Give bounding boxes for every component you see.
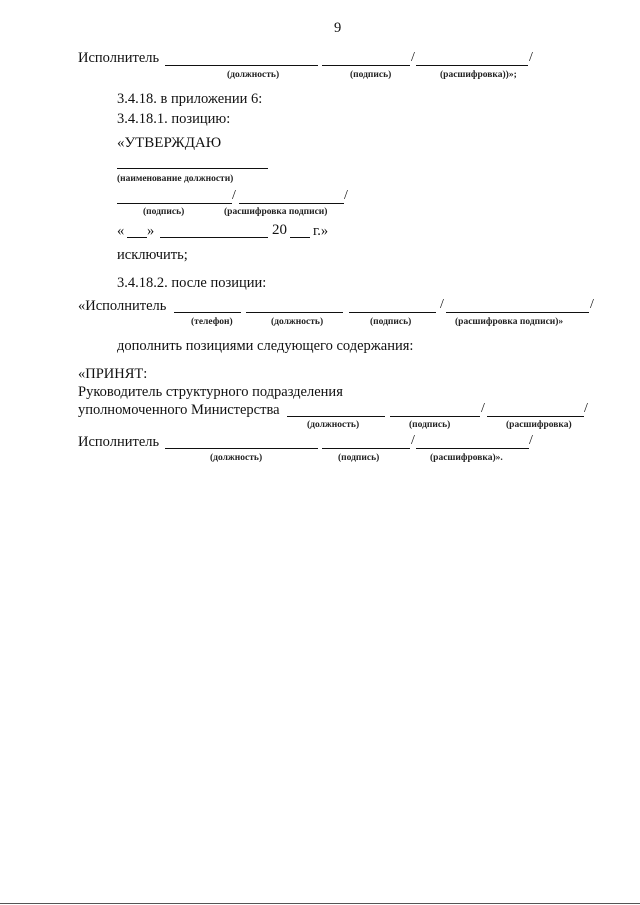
- signature-line: [390, 416, 480, 417]
- position-line: [287, 416, 385, 417]
- caption: (должность): [210, 453, 263, 463]
- decode-line: [487, 416, 584, 417]
- slash: /: [590, 297, 594, 312]
- executor-label: Исполнитель: [78, 50, 160, 66]
- year-end: г.»: [313, 223, 329, 239]
- decode-line: [239, 203, 344, 204]
- signature-line: [349, 312, 436, 313]
- executor-label: Исполнитель: [78, 434, 160, 450]
- slash: /: [584, 401, 588, 416]
- caption: (должность): [307, 420, 360, 430]
- paragraph: исключить;: [117, 247, 188, 263]
- slash: /: [411, 50, 415, 65]
- paragraph: 3.4.18.1. позицию:: [117, 111, 231, 127]
- caption: (подпись): [338, 453, 380, 463]
- signature-line: [117, 203, 232, 204]
- paragraph: 3.4.18.2. после позиции:: [117, 275, 267, 291]
- slash: /: [481, 401, 485, 416]
- slash: /: [411, 433, 415, 448]
- paragraph: 3.4.18. в приложении 6:: [117, 91, 263, 107]
- slash: /: [344, 188, 348, 203]
- slash: /: [529, 50, 533, 65]
- position-line: [246, 312, 343, 313]
- caption: (расшифровка))»;: [440, 70, 517, 80]
- caption: (телефон): [191, 317, 233, 327]
- accepted-line: Руководитель структурного подразделения: [78, 384, 343, 400]
- accepted-line: уполномоченного Министерства: [78, 402, 280, 418]
- position-line: [117, 168, 268, 169]
- caption: (наименование должности): [117, 174, 234, 184]
- page-bottom-edge: [0, 903, 640, 904]
- day-line: [127, 237, 147, 238]
- decode-line: [446, 312, 589, 313]
- decode-line: [416, 448, 529, 449]
- caption: (подпись): [409, 420, 451, 430]
- caption: (расшифровка)».: [430, 453, 503, 463]
- paragraph: дополнить позициями следующего содержания:: [117, 338, 414, 354]
- position-line: [165, 448, 318, 449]
- caption: (подпись): [143, 207, 185, 217]
- phone-line: [174, 312, 241, 313]
- date-mid: »: [147, 223, 155, 239]
- slash: /: [529, 433, 533, 448]
- approve-title: «УТВЕРЖДАЮ: [117, 135, 222, 151]
- date-open: «: [117, 223, 125, 239]
- signature-line: [322, 65, 410, 66]
- caption: (подпись): [350, 70, 392, 80]
- caption: (должность): [227, 70, 280, 80]
- caption: (расшифровка): [506, 420, 572, 430]
- year-line: [290, 237, 310, 238]
- page-number: 9: [334, 20, 342, 36]
- decode-line: [416, 65, 528, 66]
- slash: /: [232, 188, 236, 203]
- position-line: [165, 65, 318, 66]
- caption: (подпись): [370, 317, 412, 327]
- accepted-title: «ПРИНЯТ:: [78, 366, 148, 382]
- year: 20: [272, 222, 287, 238]
- signature-line: [322, 448, 410, 449]
- slash: /: [440, 297, 444, 312]
- caption: (расшифровка подписи)»: [455, 317, 564, 327]
- caption: (должность): [271, 317, 324, 327]
- month-line: [160, 237, 268, 238]
- executor-label: «Исполнитель: [78, 298, 167, 314]
- caption: (расшифровка подписи): [224, 207, 328, 217]
